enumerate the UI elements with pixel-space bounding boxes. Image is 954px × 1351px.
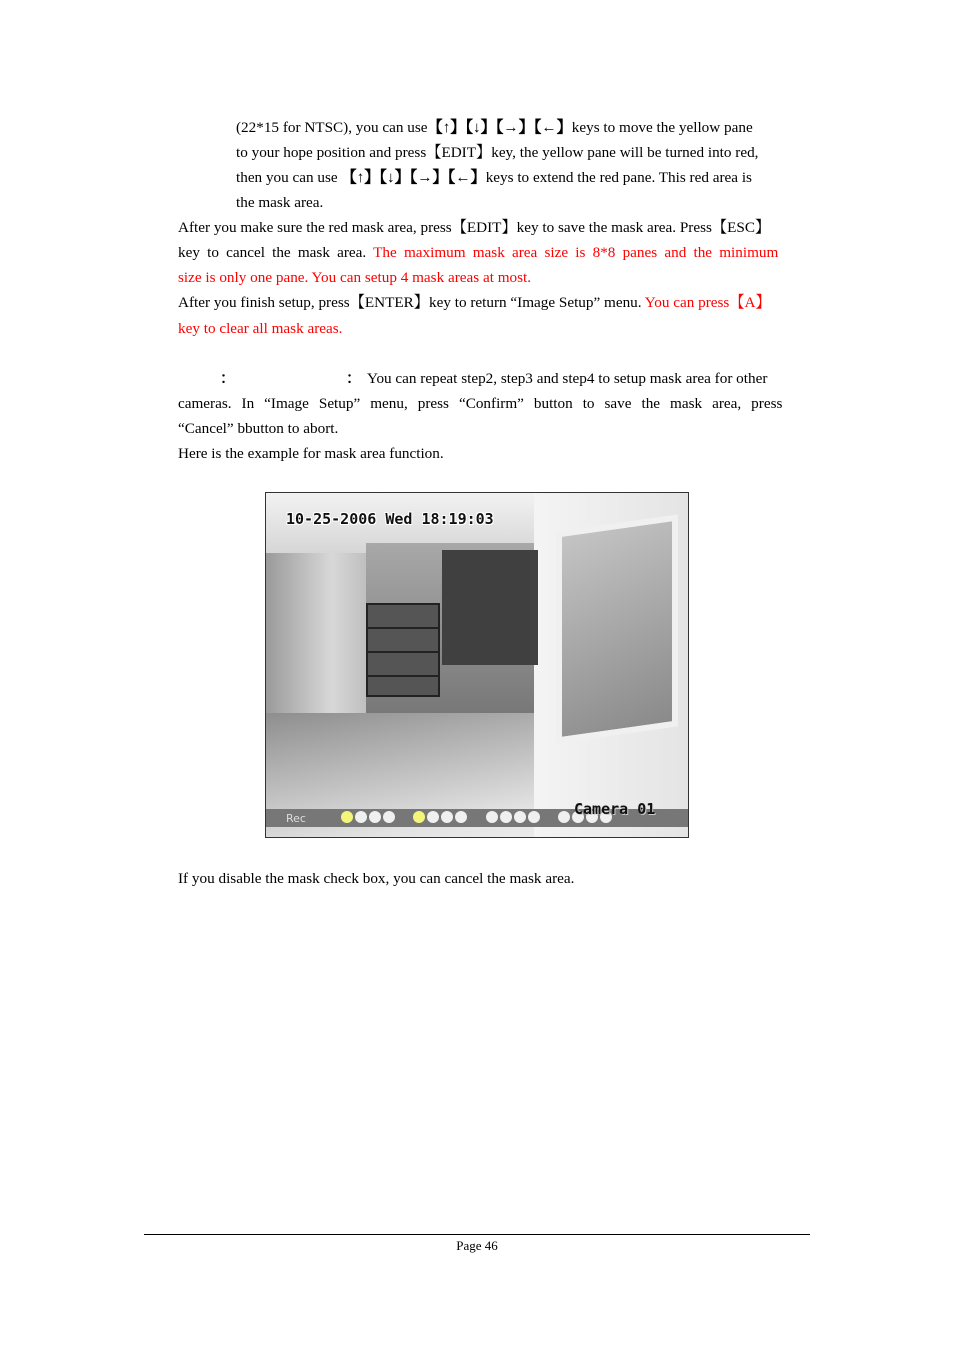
para-line-2: [236, 143, 758, 163]
channel-dot: [558, 811, 570, 823]
channel-dot: [486, 811, 498, 823]
arrow-keys: 【↑】【↓】【→】【←】: [341, 169, 486, 186]
channel-dot: [455, 811, 467, 823]
para-line-4: the mask area.: [236, 194, 324, 211]
para-line-8: [178, 293, 771, 313]
channel-indicators-1: [341, 811, 395, 823]
para-line-1: [236, 118, 753, 138]
enter-key: 【ENTER】: [349, 294, 429, 311]
text: (22*15 for NTSC), you can use: [236, 119, 428, 136]
channel-dot: [355, 811, 367, 823]
osd-timestamp: 10-25-2006 Wed 18:19:03: [286, 510, 494, 528]
edit-key: 【EDIT】: [426, 144, 492, 161]
channel-dot: [500, 811, 512, 823]
text: then you can use: [236, 169, 338, 186]
text: key to save the mask area. Press: [516, 219, 712, 236]
para-line-6: [178, 243, 778, 263]
text: keys to move the yellow pane: [571, 119, 753, 136]
channel-dot: [528, 811, 540, 823]
text: keys to extend the red pane. This red area is: [485, 169, 752, 186]
edit-key: 【EDIT】: [451, 219, 517, 236]
rec-label: Rec: [286, 812, 306, 825]
channel-dot: [427, 811, 439, 823]
page-number: Page 46: [456, 1238, 498, 1253]
red-text: You can press【A】: [644, 294, 771, 311]
text: After you finish setup, press: [178, 294, 350, 311]
text: After you make sure the red mask area, press: [178, 219, 452, 236]
camera-name: Camera 01: [574, 800, 656, 818]
channel-dot: [383, 811, 395, 823]
para-line-14: If you disable the mask check box, you can cancel the mask area.: [178, 870, 575, 887]
channel-dot: [369, 811, 381, 823]
channel-indicators-2: [413, 811, 467, 823]
channel-dot: [514, 811, 526, 823]
text: to your hope position and press: [236, 144, 427, 161]
camera-screenshot: [265, 492, 689, 838]
para-line-5: [178, 218, 770, 238]
para-line-12: “Cancel” bbutton to abort.: [178, 420, 339, 437]
para-line-9: key to clear all mask areas.: [178, 320, 343, 337]
text: key to return “Image Setup” menu.: [429, 294, 642, 311]
channel-dot: [441, 811, 453, 823]
scene-door-glass: [556, 514, 678, 743]
colon-mark: ：: [220, 370, 236, 387]
para-line-13: Here is the example for mask area function.: [178, 445, 444, 462]
para-line-10: You can repeat step2, step3 and step4 to setup mask area for other: [367, 370, 768, 387]
channel-dot: [341, 811, 353, 823]
footer-rule: [144, 1234, 810, 1235]
scene-rack: [366, 603, 440, 697]
text: key, the yellow pane will be turned into red,: [491, 144, 759, 161]
esc-key: 【ESC】: [711, 219, 771, 236]
arrow-keys: 【↑】【↓】【→】【←】: [427, 119, 572, 136]
colon-mark: ：: [346, 370, 362, 387]
para-line-11: cameras. In “Image Setup” menu, press “Confirm” button to save the mask area, press: [178, 395, 783, 412]
channel-dot: [413, 811, 425, 823]
mask-area: [442, 550, 538, 665]
para-line-7: size is only one pane. You can setup 4 mask areas at most.: [178, 269, 532, 286]
channel-indicators-3: [486, 811, 540, 823]
text: key to cancel the mask area.: [178, 244, 367, 261]
red-text: The maximum mask area size is 8*8 panes and the minimum: [373, 244, 779, 261]
para-line-3: [236, 168, 752, 188]
